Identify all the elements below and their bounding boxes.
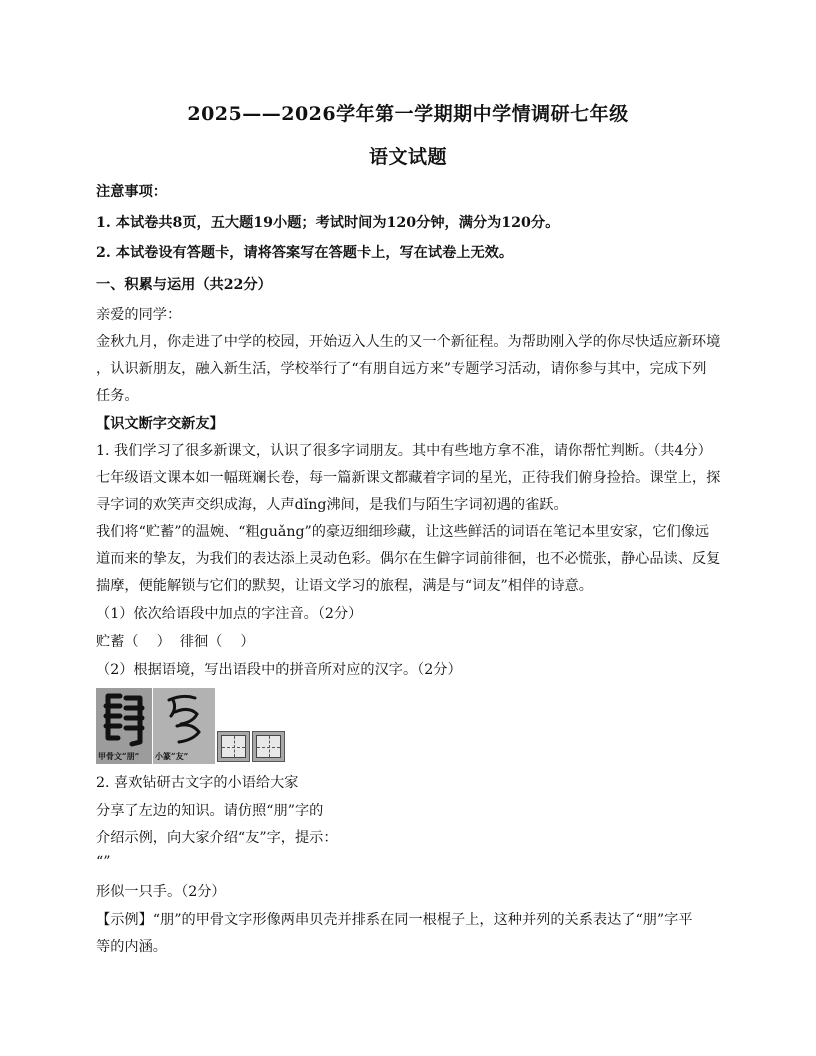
notice-item: 2. 本试卷设有答题卡，请将答案写在答题卡上，写在试卷上无效。 — [96, 245, 514, 261]
seal-script-you-image — [153, 688, 215, 764]
question-2-line: 形似一只手。（2分） — [96, 884, 226, 900]
passage-line: 寻字词的欢笑声交织成海，人声dǐng沸间，是我们与陌生字词初遇的雀跃。 — [96, 497, 568, 513]
seal-you-glyph-icon — [153, 688, 215, 750]
subquestion-2: （2）根据语境，写出语段中的拼音所对应的汉字。（2分） — [96, 662, 462, 678]
question-2-line: “” — [96, 854, 111, 870]
intro-line: 任务。 — [96, 388, 139, 404]
writing-grid-box[interactable] — [217, 731, 250, 762]
oracle-bone-peng-image — [96, 688, 152, 764]
section-heading: 一、积累与运用（共22分） — [96, 277, 272, 293]
writing-grid-box[interactable] — [252, 731, 285, 762]
task-subheading: 【识文断字交新友】 — [96, 416, 224, 432]
passage-line: 揣摩，便能解锁与它们的默契，让语文学习的旅程，满是与“词友”相伴的诗意。 — [96, 578, 593, 594]
question-2-line: 介绍示例，向大家介绍“友”字，提示： — [96, 830, 338, 846]
example-line: 等的内涵。 — [96, 939, 167, 955]
example-line: 【示例】“朋”的甲骨文字形像两串贝壳并排系在同一根棍子上，这种并列的关系表达了“朋”字平 — [96, 912, 693, 928]
question-1-stem: 1. 我们学习了很多新课文，认识了很多字词朋友。其中有些地方拿不准，请你帮忙判断。（共4分） — [96, 443, 712, 459]
seal-caption: 小篆“友” — [155, 751, 189, 761]
oracle-caption: 甲骨文“朋” — [98, 751, 140, 761]
passage-line: 七年级语文课本如一幅斑斓长卷，每一篇新课文都藏着字词的星光，正待我们俯身捡拾。课堂上，探 — [96, 470, 721, 486]
notice-item: 1. 本试卷共8页，五大题19小题；考试时间为120分钟，满分为120分。 — [96, 215, 560, 231]
intro-line: ，认识新朋友，融入新生活，学校举行了“有朋自远方来”专题学习活动，请你参与其中，完成下列 — [96, 361, 707, 377]
question-2-line: 2. 喜欢钻研古文字的小语给大家 — [96, 775, 299, 791]
subquestion-1: （1）依次给语段中加点的字注音。（2分） — [96, 606, 363, 622]
subquestion-1-answer: 贮蓄（ ） 徘徊（ ） — [96, 634, 255, 650]
passage-line: 我们将“贮蓄”的温婉、“粗guǎng”的豪迈细细珍藏，让这些鲜活的词语在笔记本里安家，它们像远 — [96, 524, 710, 540]
question-2-line: 分享了左边的知识。请仿照“朋”字的 — [96, 803, 324, 819]
exam-subject: 语文试题 — [368, 146, 447, 168]
notice-heading: 注意事项： — [96, 184, 167, 200]
intro-line: 金秋九月，你走进了中学的校园，开始迈入人生的又一个新征程。为帮助刚入学的你尽快适应新环境 — [96, 334, 721, 350]
exam-title: 2025——2026学年第一学期期中学情调研七年级 — [187, 103, 629, 125]
oracle-peng-glyph-icon — [96, 688, 152, 750]
greeting: 亲爱的同学： — [96, 307, 182, 323]
passage-line: 道而来的挚友，为我们的表达添上灵动色彩。偶尔在生僻字词前徘徊，也不必慌张，静心品读、反复 — [96, 551, 721, 567]
